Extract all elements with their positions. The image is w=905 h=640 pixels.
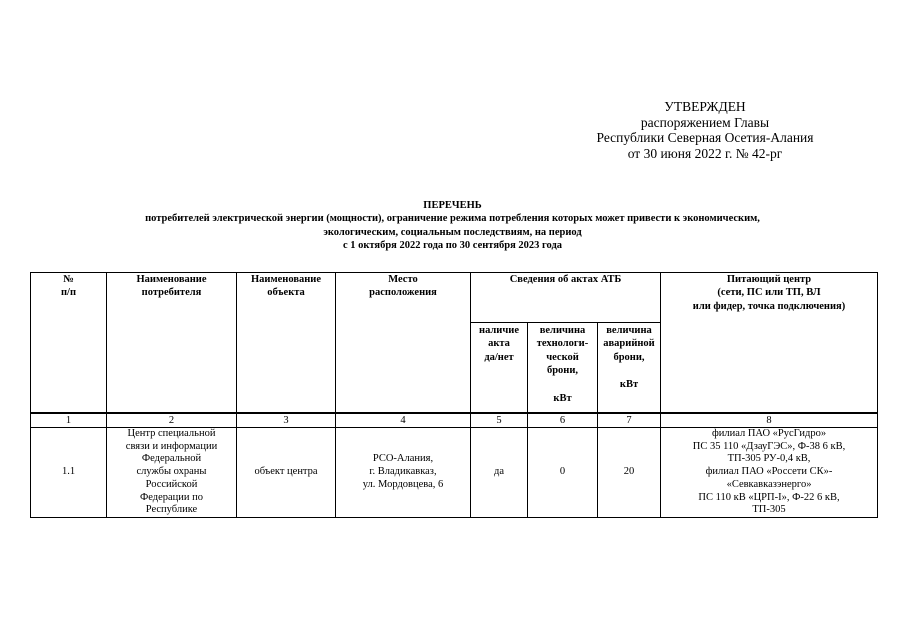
header-row-top bbox=[31, 273, 878, 323]
header-text: акта bbox=[488, 338, 510, 350]
consumer-name bbox=[107, 428, 237, 518]
consumer-line: Российской bbox=[145, 478, 198, 490]
feed-center-line: ТП-305 РУ-0,4 кВ, bbox=[727, 453, 811, 465]
header-text: Наименование bbox=[136, 274, 207, 285]
header-text: п/п bbox=[60, 287, 77, 299]
consumer-line: службы охраны bbox=[136, 466, 207, 478]
header-text: Питающий центр bbox=[726, 274, 812, 285]
header-text: аварийной bbox=[603, 338, 655, 350]
header-text: кВт bbox=[553, 392, 572, 404]
header-consumer bbox=[107, 273, 237, 414]
header-emergency-reserve bbox=[598, 323, 661, 414]
approval-line: Республики Северная Осетия-Алания bbox=[596, 130, 814, 145]
feed-center-line: филиал ПАО «Россети СК»- bbox=[705, 466, 833, 478]
header-act-presence bbox=[471, 323, 528, 414]
consumers-table bbox=[30, 272, 878, 518]
header-tech-reserve bbox=[528, 323, 598, 414]
approval-line: от 30 июня 2022 г. № 42-рг bbox=[627, 145, 783, 161]
header-text: наличие bbox=[479, 325, 519, 336]
feed-center-line: «Севкавказэнерго» bbox=[726, 478, 812, 490]
heading-line: потребителей электрической энергии (мощности), ограничение режима потребления которых может привести к экономическим, bbox=[145, 213, 760, 225]
feed-center-line: ПС 110 кВ «ЦРП-I», Ф-22 6 кВ, bbox=[698, 491, 840, 503]
spacer bbox=[600, 364, 658, 378]
tech-reserve-value: 0 bbox=[528, 428, 598, 518]
header-text: ческой bbox=[546, 351, 579, 363]
column-number: 8 bbox=[661, 413, 878, 428]
header-feed-center bbox=[661, 273, 878, 414]
column-number: 1 bbox=[31, 413, 107, 428]
header-text: № bbox=[63, 274, 74, 285]
approval-block bbox=[560, 99, 850, 161]
feed-center-line: филиал ПАО «РусГидро» bbox=[711, 428, 827, 439]
location bbox=[336, 428, 471, 518]
column-number: 2 bbox=[107, 413, 237, 428]
act-presence: да bbox=[471, 428, 528, 518]
table-row bbox=[31, 428, 878, 518]
document-heading bbox=[40, 199, 865, 253]
column-number: 7 bbox=[598, 413, 661, 428]
location-line: РСО-Алания, bbox=[372, 453, 434, 465]
consumer-line: Центр специальной bbox=[127, 428, 216, 439]
header-text: Наименование bbox=[251, 274, 321, 285]
consumer-line: Федерации по bbox=[139, 491, 204, 503]
spacer bbox=[530, 378, 595, 392]
header-atb-group bbox=[471, 273, 661, 323]
header-text: брони, bbox=[613, 351, 645, 363]
location-line: г. Владикавказ, bbox=[369, 466, 437, 478]
consumer-line: Республике bbox=[145, 504, 198, 516]
header-text: расположения bbox=[369, 287, 437, 299]
consumer-line: Федеральной bbox=[141, 453, 202, 465]
heading-line: экологическим, социальным последствиям, на период bbox=[323, 226, 582, 238]
feed-center bbox=[661, 428, 878, 518]
approval-line: УТВЕРЖДЕН bbox=[664, 99, 746, 114]
heading-line: с 1 октября 2022 года по 30 сентября 2023 года bbox=[342, 240, 563, 252]
header-text: величина bbox=[539, 325, 586, 336]
header-location bbox=[336, 273, 471, 414]
column-number: 6 bbox=[528, 413, 598, 428]
header-text: брони, bbox=[546, 365, 579, 377]
header-object bbox=[237, 273, 336, 414]
header-text: да/нет bbox=[484, 351, 514, 363]
location-line: ул. Мордовцева, 6 bbox=[362, 478, 444, 490]
header-text: объекта bbox=[267, 287, 305, 299]
object-name: объект центра bbox=[237, 428, 336, 518]
column-number: 5 bbox=[471, 413, 528, 428]
header-text: потребителя bbox=[141, 287, 202, 299]
approval-line: распоряжением Главы bbox=[640, 114, 770, 130]
header-text: Место bbox=[388, 274, 418, 285]
header-text: или фидер, точка подключения) bbox=[692, 300, 846, 312]
row-number: 1.1 bbox=[31, 428, 107, 518]
emergency-reserve-value: 20 bbox=[598, 428, 661, 518]
header-text: кВт bbox=[619, 379, 639, 391]
header-text: технологи- bbox=[536, 338, 589, 350]
document-title: ПЕРЕЧЕНЬ bbox=[423, 200, 482, 211]
header-text: (сети, ПС или ТП, ВЛ bbox=[717, 287, 821, 299]
header-number bbox=[31, 273, 107, 414]
header-text: величина bbox=[606, 325, 652, 336]
feed-center-line: ТП-305 bbox=[752, 504, 786, 516]
column-number: 3 bbox=[237, 413, 336, 428]
feed-center-line: ПС 35 110 «ДзауГЭС», Ф-38 6 кВ, bbox=[692, 440, 846, 452]
column-number: 4 bbox=[336, 413, 471, 428]
column-number-row bbox=[31, 413, 878, 428]
header-text: Сведения об актах АТБ bbox=[509, 274, 622, 285]
consumer-line: связи и информации bbox=[125, 440, 218, 452]
